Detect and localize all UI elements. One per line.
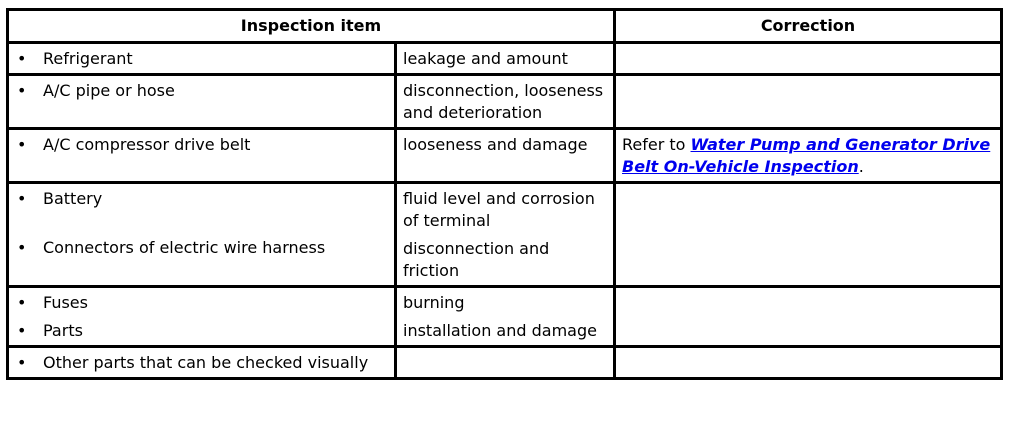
table-row [8,183,1002,287]
bullet-icon: • [17,135,27,154]
header-inspection-item: Inspection item [8,10,615,43]
list-item [15,80,388,102]
bullet-icon: • [17,81,27,100]
condition-cell [396,183,615,287]
correction-cell [615,183,1002,287]
table-row [8,347,1002,379]
header-correction: Correction [615,10,1002,43]
inspection-item-cell [8,75,396,129]
correction-cell [615,129,1002,183]
item-text: Other parts that can be checked visually [43,353,369,372]
condition-cell [396,287,615,347]
correction-cell [615,287,1002,347]
correction-cell [615,75,1002,129]
inspection-item-cell [8,347,396,379]
bullet-icon: • [17,293,27,312]
item-text: Battery [43,189,103,208]
bullet-icon: • [17,238,27,257]
header-row [8,10,1002,43]
correction-prefix: Refer to [622,135,691,154]
list-item [15,48,388,70]
item-text: A/C compressor drive belt [43,135,251,154]
inspection-item-cell [8,183,396,287]
item-text: Fuses [43,293,88,312]
condition-cell [396,129,615,183]
list-item [15,188,388,210]
condition-text: looseness and damage [403,135,588,154]
inspection-table [6,8,1003,380]
bullet-icon: • [17,353,27,372]
list-item [15,352,388,374]
correction-cell [615,347,1002,379]
item-text: A/C pipe or hose [43,81,175,100]
drive-belt-inspection-link[interactable]: Water Pump and Generator Drive Belt On-Vehicle Inspection [622,135,991,176]
list-item [15,320,388,342]
condition-cell [396,75,615,129]
condition-text: fluid level and corrosion of terminal [403,189,595,230]
table-row [8,43,1002,75]
correction-cell [615,43,1002,75]
condition-text: burning [403,293,465,312]
list-item [15,134,388,156]
inspection-item-cell [8,43,396,75]
condition-text: leakage and amount [403,49,568,68]
condition-text: disconnection, looseness and deterioration [403,81,604,122]
inspection-item-cell [8,129,396,183]
condition-cell [396,43,615,75]
table-row [8,287,1002,347]
correction-suffix: . [858,157,864,176]
condition-text: installation and damage [403,321,597,340]
item-text: Connectors of electric wire harness [43,238,326,257]
bullet-icon: • [17,189,27,208]
list-item [15,292,388,314]
inspection-item-cell [8,287,396,347]
table-row [8,75,1002,129]
table-row [8,129,1002,183]
condition-cell [396,347,615,379]
bullet-icon: • [17,49,27,68]
bullet-icon: • [17,321,27,340]
condition-text: disconnection and friction [403,239,550,280]
item-text: Parts [43,321,83,340]
list-item [15,237,388,259]
item-text: Refrigerant [43,49,133,68]
